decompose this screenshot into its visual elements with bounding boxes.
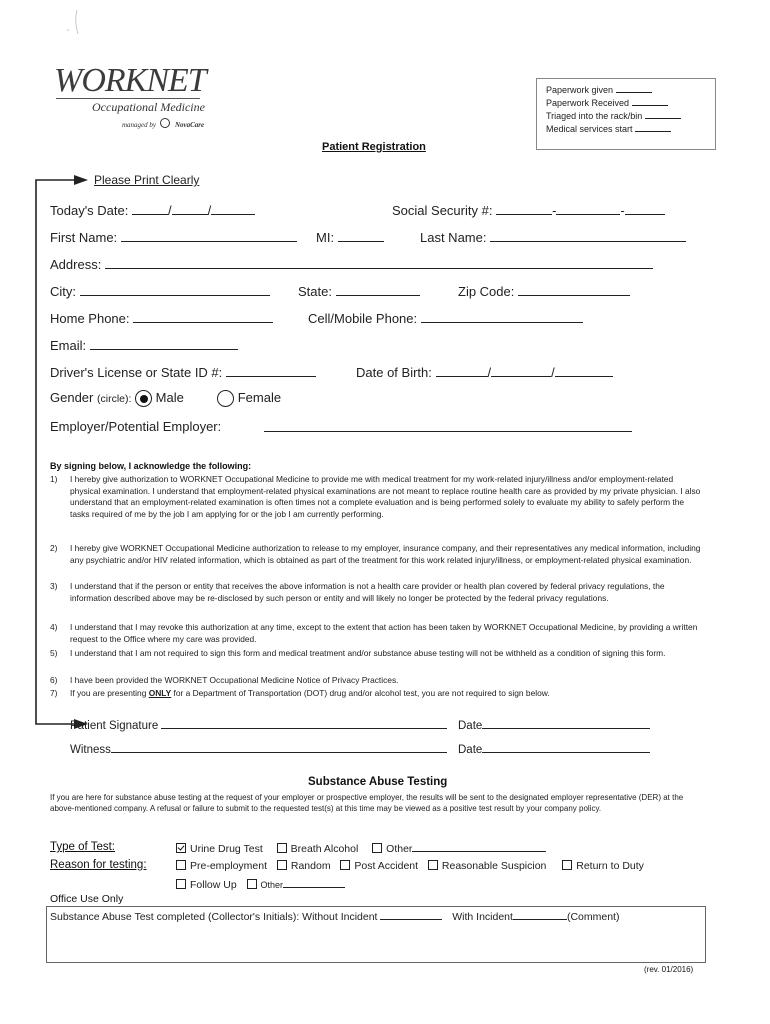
state-field[interactable]: State: xyxy=(298,284,420,299)
managed-by-text: managed by xyxy=(122,121,157,129)
ack-item-1: 1) I hereby give authorization to WORKNET Occupational Medicine to provide me with medical treatment for my work-related injury/illness and/or employment-related physical examination. I understand that employment-related physical examinations are not meant to replace routine health care as provided by my private physician. I also understand that an employment-related examination is often times not a complete evaluation and is being performed solely to evaluate my ability to safely perform the tasks required of me by the job I am applying for or the job I am currently performing. xyxy=(50,474,701,519)
home-phone-field[interactable]: Home Phone: xyxy=(50,311,273,326)
reasonable-suspicion-checkbox[interactable] xyxy=(428,860,438,870)
triaged-into-rack: Triaged into the rack/bin xyxy=(546,109,681,121)
logo-subtitle: Occupational Medicine xyxy=(92,100,205,114)
partner-name: NovaCare xyxy=(174,121,205,129)
logo-wordmark: WORKNET xyxy=(54,62,206,99)
type-options xyxy=(176,842,546,855)
reasonable-suspicion-option[interactable]: Reasonable Suspicion xyxy=(428,860,547,872)
drivers-license-field[interactable]: Driver's License or State ID #: xyxy=(50,365,316,380)
medical-services-start: Medical services start xyxy=(546,122,671,134)
other-reason-checkbox[interactable] xyxy=(247,879,257,889)
substance-title: Substance Abuse Testing xyxy=(308,776,448,788)
cell-phone-field[interactable]: Cell/Mobile Phone: xyxy=(308,311,583,326)
patient-signature-date[interactable]: Date xyxy=(458,717,650,732)
other-test-checkbox[interactable] xyxy=(372,843,382,853)
ack-item-7: 7) If you are presenting ONLY for a Department of Transportation (DOT) drug and/or alcohol test, you are not required to sign below. xyxy=(50,688,550,698)
random-checkbox[interactable] xyxy=(277,860,287,870)
follow-up-checkbox[interactable] xyxy=(176,879,186,889)
urine-drug-test-checkbox[interactable] xyxy=(176,843,186,853)
breath-alcohol-checkbox[interactable] xyxy=(277,843,287,853)
address-field[interactable]: Address: xyxy=(50,257,653,272)
reason-options xyxy=(176,860,644,872)
scan-mark xyxy=(62,8,82,38)
random-option[interactable]: Random xyxy=(277,860,331,872)
type-of-test-label: Type of Test: xyxy=(50,841,115,853)
paperwork-received: Paperwork Received xyxy=(546,96,668,108)
reason-for-testing-label: Reason for testing: xyxy=(50,859,147,871)
urine-drug-test-option[interactable]: Urine Drug Test xyxy=(176,843,263,855)
logo-underline xyxy=(56,98,200,99)
ack-item-3: 3) I understand that if the person or entity that receives the above information is not a health care provider or health plan covered by federal privacy regulations, the information described above may be re-disclosed by such person or entity and will likely no longer be protected by the federal privacy regulations. xyxy=(50,581,665,603)
logo-managed-by xyxy=(122,114,204,132)
employer-label: Employer/Potential Employer: xyxy=(50,419,222,434)
gender-male-radio[interactable] xyxy=(135,390,152,407)
revision-label: (rev. 01/2016) xyxy=(644,965,694,974)
todays-date-field[interactable]: Today's Date: / / xyxy=(50,203,255,218)
paperwork-given: Paperwork given xyxy=(546,83,652,95)
please-print-clearly: Please Print Clearly xyxy=(94,173,200,187)
ack-item-4: 4) I understand that I may revoke this authorization at any time, except to the extent that action has been taken by WORKNET Occupational Medicine, by providing a written request to the Office where my care was provided. xyxy=(50,622,698,644)
zip-field[interactable]: Zip Code: xyxy=(458,284,630,299)
date-of-birth-field[interactable]: Date of Birth: / / xyxy=(356,365,613,380)
ack-item-6: 6) I have been provided the WORKNET Occupational Medicine Notice of Privacy Practices. xyxy=(50,675,399,685)
mi-field[interactable]: MI: xyxy=(316,230,384,245)
follow-up-option[interactable]: Follow Up xyxy=(176,879,237,891)
return-to-duty-checkbox[interactable] xyxy=(562,860,572,870)
employer-input-line[interactable] xyxy=(264,431,632,432)
breath-alcohol-option[interactable]: Breath Alcohol xyxy=(277,843,359,855)
acknowledge-heading: By signing below, I acknowledge the following: xyxy=(50,461,252,471)
post-accident-option[interactable]: Post Accident xyxy=(340,860,418,872)
return-to-duty-option[interactable]: Return to Duty xyxy=(562,860,644,872)
post-accident-checkbox[interactable] xyxy=(340,860,350,870)
pre-employment-checkbox[interactable] xyxy=(176,860,186,870)
novacare-icon xyxy=(160,118,170,128)
witness-date[interactable]: Date xyxy=(458,741,650,756)
substance-paragraph: If you are here for substance abuse testing at the request of your employer or prospective employer, the results will be sent to the designated employer representative (DER) at the above-mentioned company. A refusal or failure to submit to the requested test(s) at this time may be viewed as a positive test result by your company policy. xyxy=(50,793,684,813)
other-reason-option[interactable]: Other xyxy=(247,879,346,891)
reason-options-row2 xyxy=(176,878,345,891)
gender-row: Gender (circle): Male Female xyxy=(50,390,281,407)
email-field[interactable]: Email: xyxy=(50,338,238,353)
office-use-line[interactable]: Substance Abuse Test completed (Collector's Initials): Without Incident With Incident (Comment) xyxy=(50,911,620,923)
first-name-field[interactable]: First Name: xyxy=(50,230,297,245)
other-test-option[interactable]: Other xyxy=(372,843,546,855)
form-title: Patient Registration xyxy=(322,141,426,153)
ssn-field[interactable]: Social Security #: - - xyxy=(392,203,665,218)
ack-item-5: 5) I understand that I am not required to sign this form and medical treatment and/or substance abuse testing will not be withheld as a condition of signing this form. xyxy=(50,648,666,658)
ack-item-2: 2) I hereby give WORKNET Occupational Medicine authorization to release to my employer, insurance company, and their representatives any medical information, including any psychiatric and/or HIV related information, which is obtained as part of the treatment for this work related injury/illness, or employment-related physical examination. xyxy=(50,543,701,565)
gender-female-radio[interactable] xyxy=(217,390,234,407)
office-use-label: Office Use Only xyxy=(50,893,124,905)
female-label: Female xyxy=(237,390,282,405)
city-field[interactable]: City: xyxy=(50,284,270,299)
male-label: Male xyxy=(155,390,184,405)
witness-field[interactable]: Witness xyxy=(70,741,447,756)
pre-employment-option[interactable]: Pre-employment xyxy=(176,860,267,872)
last-name-field[interactable]: Last Name: xyxy=(420,230,686,245)
patient-signature-field[interactable]: Patient Signature xyxy=(70,717,447,732)
